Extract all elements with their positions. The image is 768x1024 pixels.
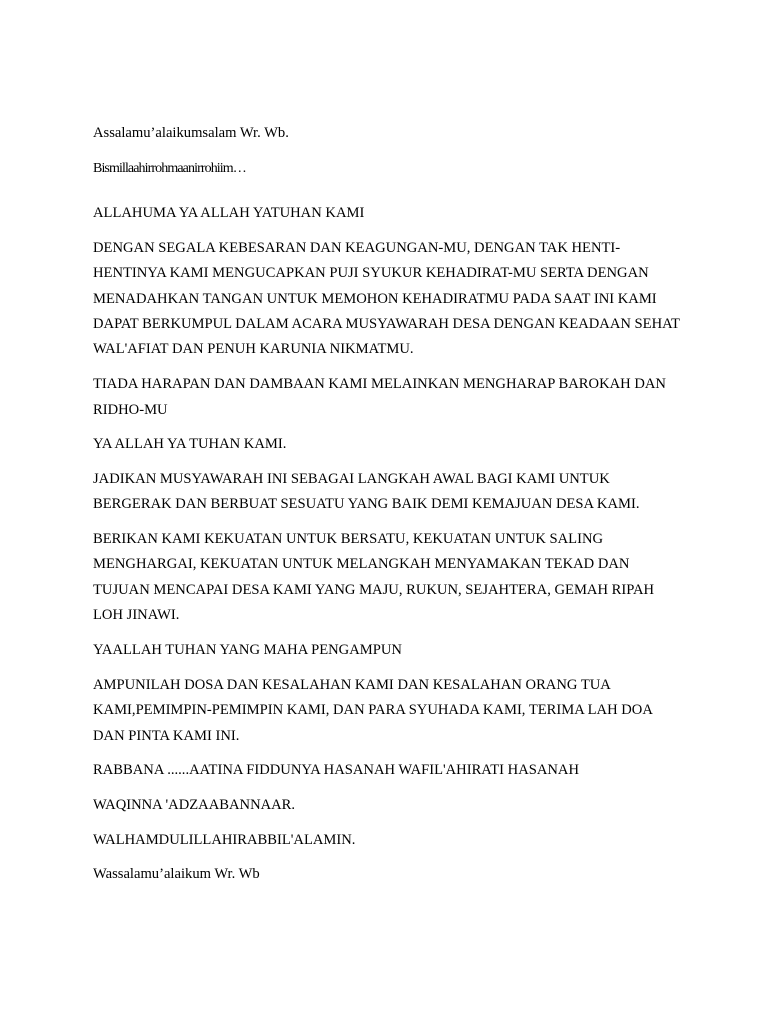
paragraph: WAQINNA 'ADZAABANNAAR. (93, 796, 296, 813)
paragraph: YAALLAH TUHAN YANG MAHA PENGAMPUN (93, 641, 402, 658)
paragraph: JADIKAN MUSYAWARAH INI SEBAGAI LANGKAH AWAL BAGI KAMI UNTUK BERGERAK DAN BERBUAT SESUATU YANG BAIK DEMI KEMAJUAN DESA KAMI. (93, 470, 640, 513)
paragraph: RABBANA ......AATINA FIDDUNYA HASANAH WAFIL'AHIRATI HASANAH (93, 762, 580, 779)
closing-line: Wassalamu’alaikum Wr. Wb (93, 866, 260, 883)
paragraph: TIADA HARAPAN DAN DAMBAAN KAMI MELAINKAN MENGHARAP BAROKAH DAN RIDHO-MU (93, 376, 666, 418)
paragraph: ALLAHUMA YA ALLAH YATUHAN KAMI (93, 205, 365, 222)
greeting-line: Assalamu’alaikumsalam Wr. Wb. (93, 125, 289, 141)
basmalah-line: Bismillaahirrohmaanirrohiim… (93, 160, 246, 176)
paragraph: BERIKAN KAMI KEKUATAN UNTUK BERSATU, KEKUATAN UNTUK SALING MENGHARGAI, KEKUATAN UNTUK MELANGKAH MENYAMAKAN TEKAD DAN TUJUAN MENCAPAI DESA KAMI YANG MAJU, RUKUN, SEJAHTERA, GEMAH RIPAH LOH JINAWI. (93, 531, 655, 624)
paragraph: WALHAMDULILLAHIRABBIL'ALAMIN. (93, 831, 356, 848)
paragraph: DENGAN SEGALA KEBESARAN DAN KEAGUNGAN-MU, DENGAN TAK HENTI-HENTINYA KAMI MENGUCAPKAN PUJI SYUKUR KEHADIRAT-MU SERTA DENGAN MENADAHKAN TANGAN UNTUK MEMOHON KEHADIRATMU PADA SAAT INI KAMI DAPAT BERKUMPUL DALAM ACARA MUSYAWARAH DESA DENGAN KEADAAN SEHAT WAL'AFIAT DAN PENUH KARUNIA NIKMATMU. (93, 239, 680, 358)
paragraph: AMPUNILAH DOSA DAN KESALAHAN KAMI DAN KESALAHAN ORANG TUA KAMI,PEMIMPIN-PEMIMPIN KAMI, DAN PARA SYUHADA KAMI, TERIMA LAH DOA DAN PINTA KAMI INI. (93, 676, 653, 744)
document-body (93, 121, 683, 897)
paragraph: YA ALLAH YA TUHAN KAMI. (93, 436, 287, 453)
